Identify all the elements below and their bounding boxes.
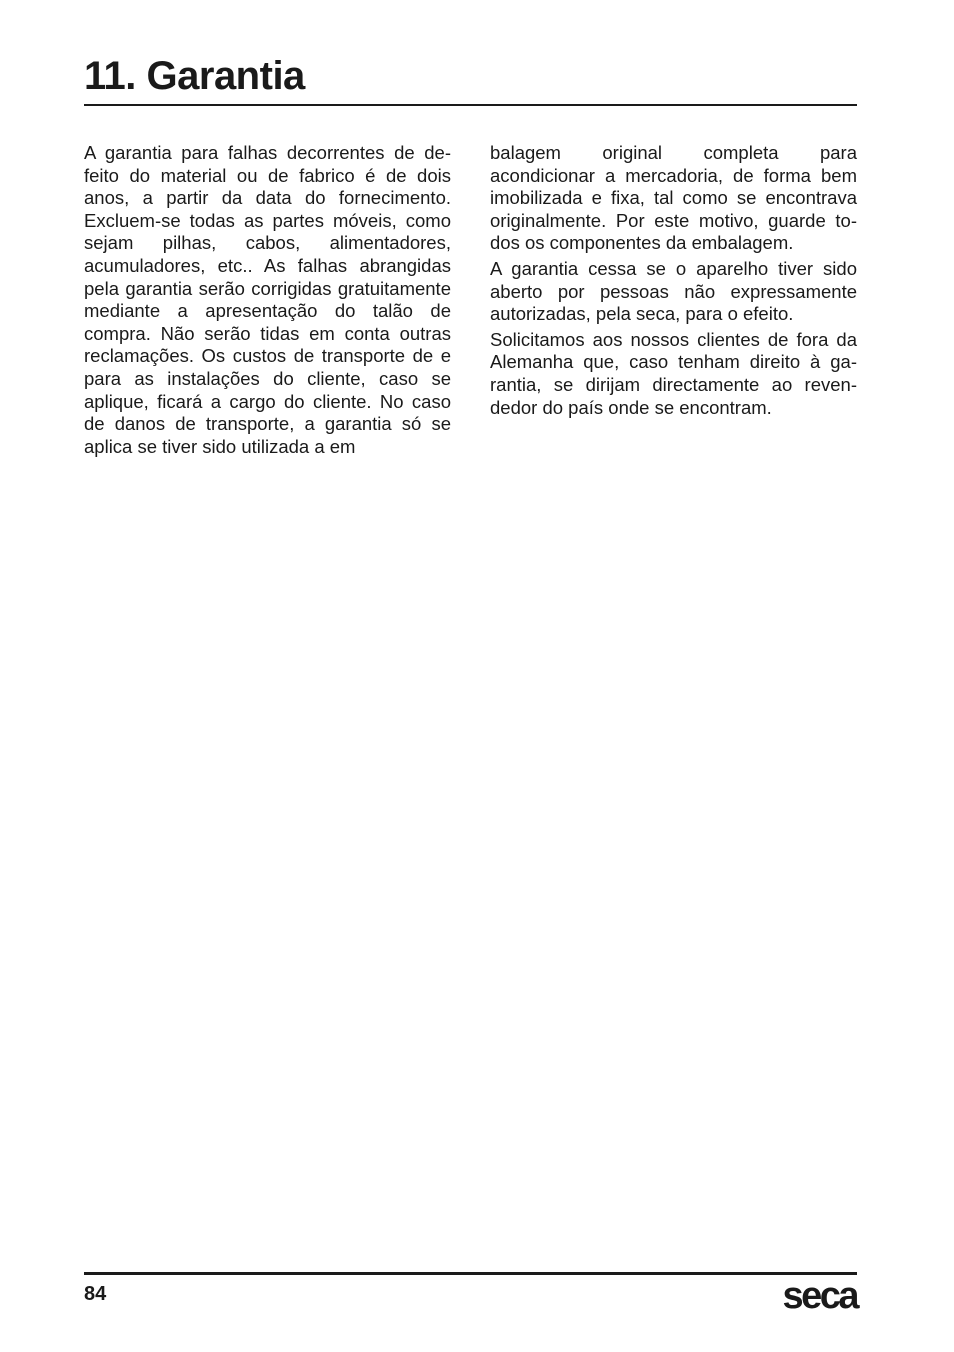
page-title: 11. Garantia — [84, 54, 305, 98]
paragraph-warranty-void: A garantia cessa se o aparelho tiver sido aberto por pessoas não expressamente autorizadas, pela seca, para o efeito. — [490, 257, 857, 325]
page-number: 84 — [84, 1283, 107, 1305]
footer-divider — [84, 1272, 857, 1275]
title-divider — [84, 104, 857, 106]
paragraph-packaging: balagem original completa para acondicionar a mercadoria, de forma bem imobilizada e fixa, tal como se encontrava originalmente. Por este motivo, guarde todos os componentes da embalagem. — [490, 142, 857, 254]
brand-logo: seca — [782, 1275, 857, 1317]
right-column — [490, 142, 857, 422]
left-column — [84, 142, 451, 461]
paragraph-foreign-customers: Solicitamos aos nossos clientes de fora da Alemanha que, caso tenham direito à garantia, se dirijam directamente ao revendedor do país onde se encontram. — [490, 328, 857, 418]
paragraph-warranty-terms: A garantia para falhas decorrentes de defeito do material ou de fabrico é de dois anos, a partir da data do fornecimento. Excluem-se todas as partes móveis, como sejam pilhas, cabos, alimentadores, acumuladores, etc.. As falhas abrangidas pela garantia serão corrigidas gratuitamente mediante a apresentação do talão de compra. Não serão tidas em conta outras reclamações. Os custos de transporte de e para as instalações do cliente, caso se aplique, ficará a cargo do cliente. No caso de danos de transporte, a garantia só se aplica se tiver sido utilizada a em — [84, 142, 451, 457]
